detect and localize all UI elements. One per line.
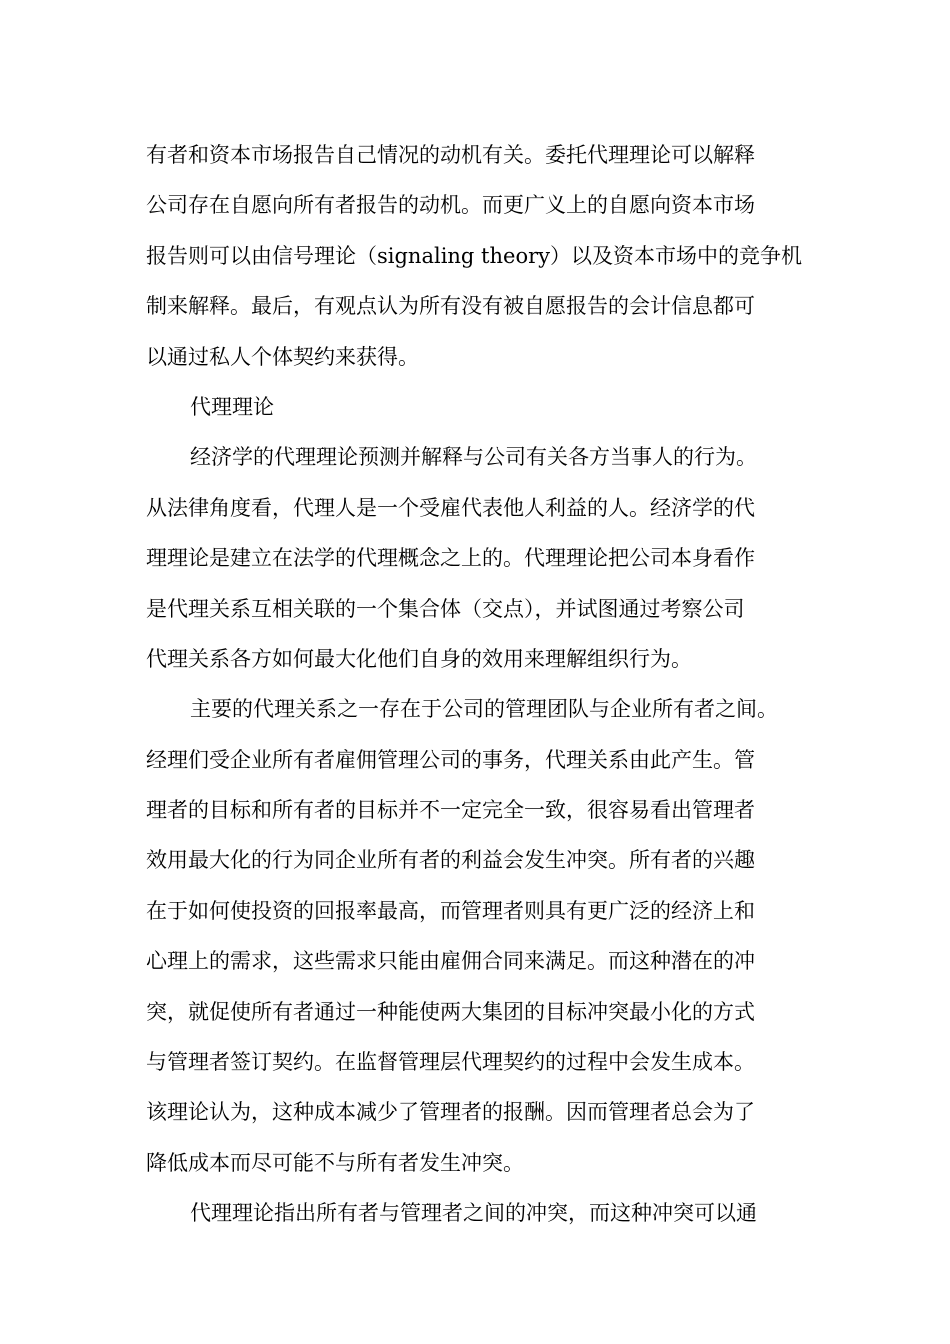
paragraph-3-line-3: 理者的目标和所有者的目标并不一定完全一致，很容易看出管理者 xyxy=(146,798,755,823)
paragraph-2-line-3: 理理论是建立在法学的代理概念之上的。代理理论把公司本身看作 xyxy=(146,546,755,571)
body-text xyxy=(146,130,826,1239)
section-heading: 代理理论 xyxy=(190,394,274,419)
paragraph-3-line-10: 降低成本而尽可能不与所有者发生冲突。 xyxy=(146,1150,524,1175)
paragraph-4-line-1: 代理理论指出所有者与管理者之间的冲突，而这种冲突可以通 xyxy=(190,1201,757,1226)
paragraph-1-line-2: 公司存在自愿向所有者报告的动机。而更广义上的自愿向资本市场 xyxy=(146,193,755,218)
paragraph-1-line-1: 有者和资本市场报告自己情况的动机有关。委托代理理论可以解释 xyxy=(146,143,755,167)
paragraph-3-line-2: 经理们受企业所有者雇佣管理公司的事务，代理关系由此产生。管 xyxy=(146,747,755,772)
paragraph-3-line-7: 突，就促使所有者通过一种能使两大集团的目标冲突最小化的方式 xyxy=(146,999,755,1024)
paragraph-1-line-3: 报告则可以由信号理论（signaling theory）以及资本市场中的竞争机 xyxy=(146,243,802,268)
paragraph-1-line-5: 以通过私人个体契约来获得。 xyxy=(146,344,419,369)
paragraph-3-line-5: 在于如何使投资的回报率最高，而管理者则具有更广泛的经济上和 xyxy=(146,898,755,923)
paragraph-1-line-4: 制来解释。最后，有观点认为所有没有被自愿报告的会计信息都可 xyxy=(146,294,755,319)
paragraph-2-line-2: 从法律角度看，代理人是一个受雇代表他人利益的人。经济学的代 xyxy=(146,495,755,520)
paragraph-3-line-9: 该理论认为，这种成本减少了管理者的报酬。因而管理者总会为了 xyxy=(146,1100,755,1125)
paragraph-3-line-1: 主要的代理关系之一存在于公司的管理团队与企业所有者之间。 xyxy=(190,697,778,722)
paragraph-3-line-4: 效用最大化的行为同企业所有者的利益会发生冲突。所有者的兴趣 xyxy=(146,848,755,873)
paragraph-3-line-8: 与管理者签订契约。在监督管理层代理契约的过程中会发生成本。 xyxy=(146,1050,755,1075)
paragraph-3-line-6: 心理上的需求，这些需求只能由雇佣合同来满足。而这种潜在的冲 xyxy=(146,949,755,974)
paragraph-2-line-1: 经济学的代理理论预测并解释与公司有关各方当事人的行为。 xyxy=(190,445,757,470)
paragraph-2-line-4: 是代理关系互相关联的一个集合体（交点），并试图通过考察公司 xyxy=(146,596,745,621)
paragraph-2-line-5: 代理关系各方如何最大化他们自身的效用来理解组织行为。 xyxy=(146,646,692,671)
